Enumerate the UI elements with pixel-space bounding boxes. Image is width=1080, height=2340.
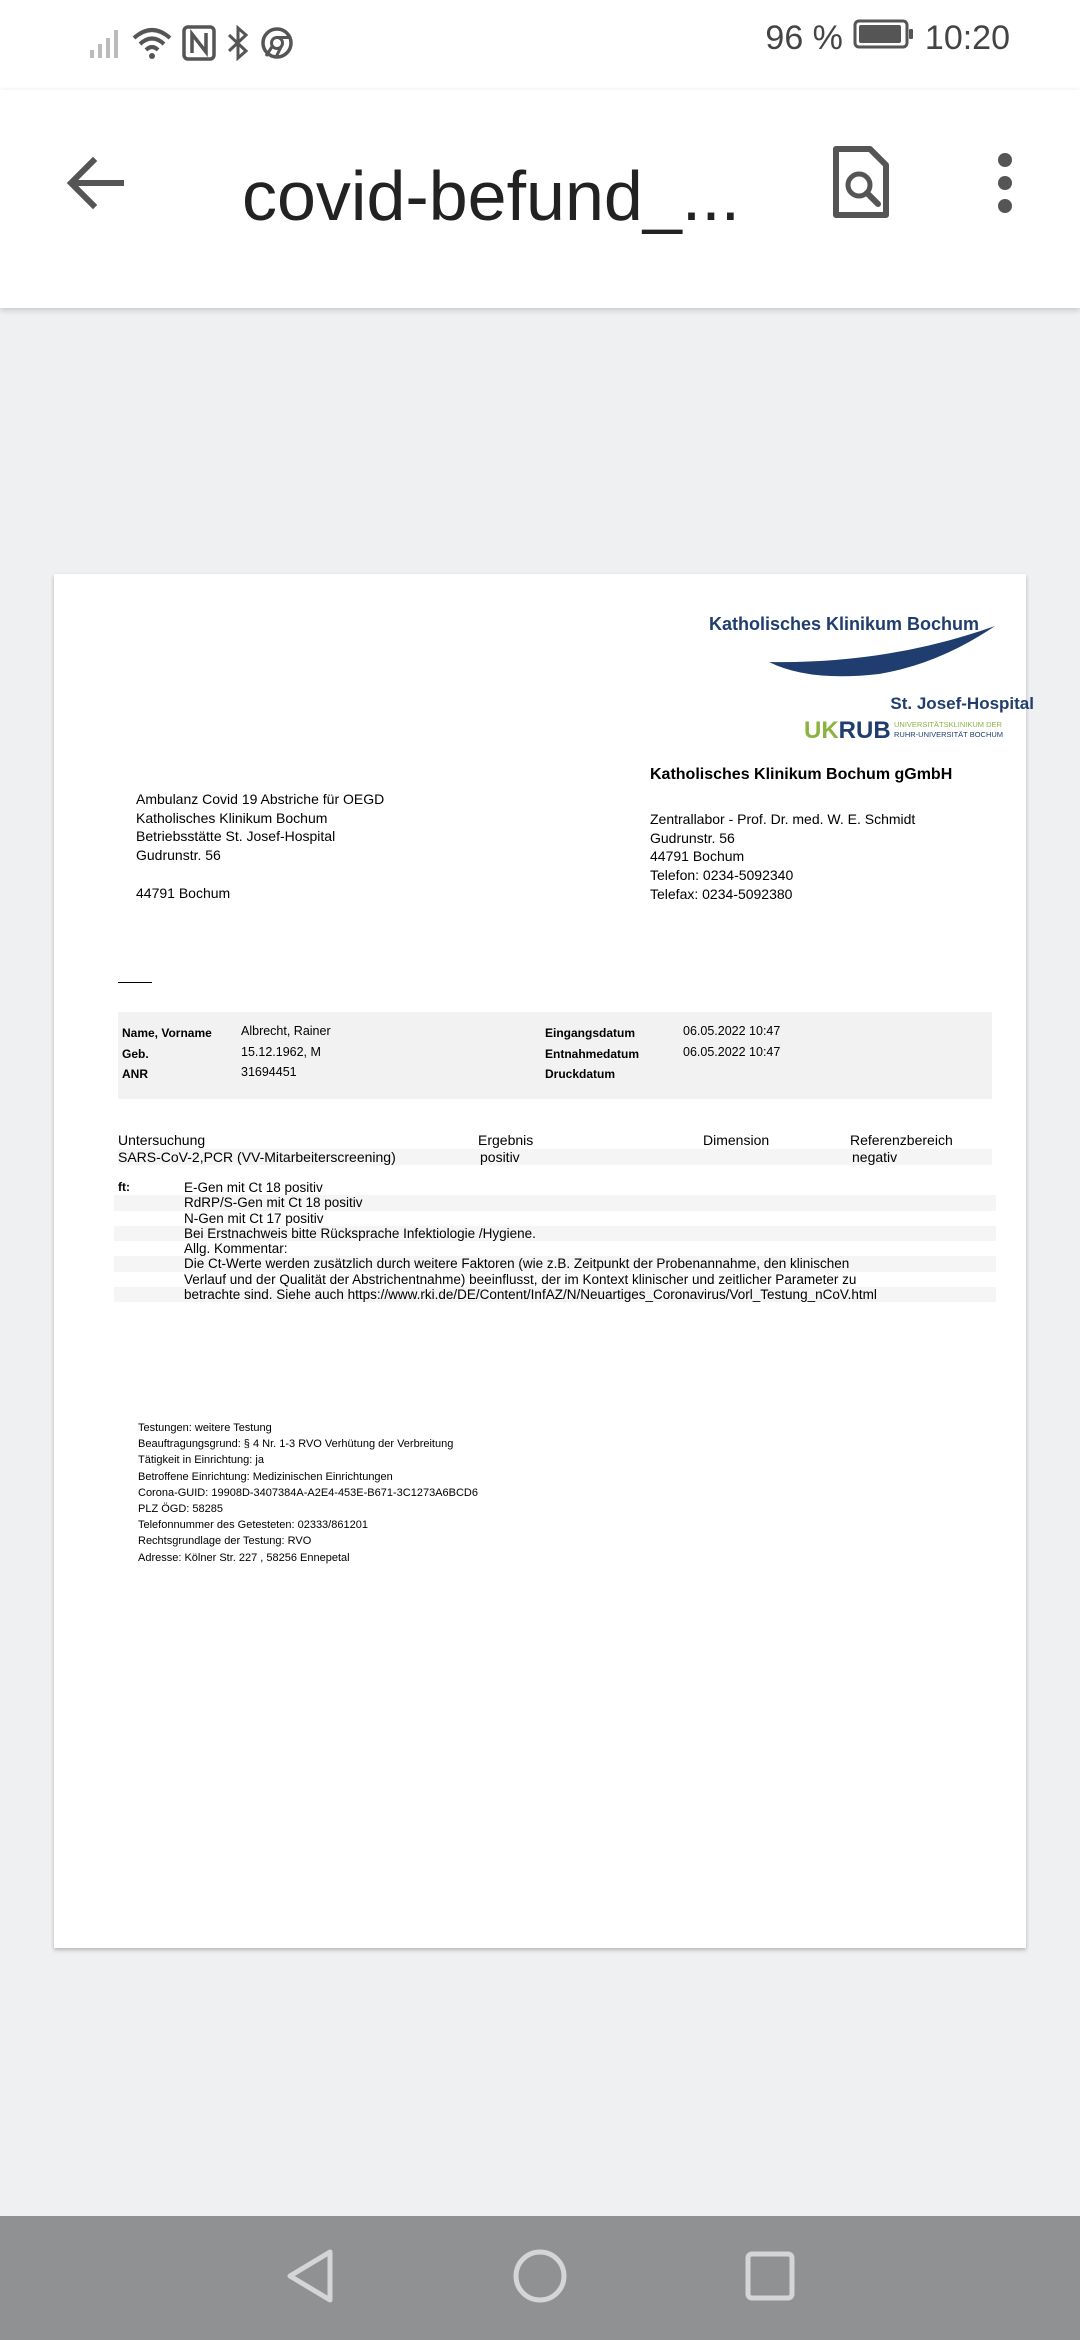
address-line: Zentrallabor - Prof. Dr. med. W. E. Schmidt: [650, 811, 916, 827]
comment-line: [114, 1195, 996, 1210]
header-result: Ergebnis: [478, 1132, 534, 1148]
header-reference: Referenzbereich: [850, 1132, 953, 1148]
signal-icon: [88, 26, 122, 65]
anr-label: ANR: [122, 1067, 148, 1081]
sender-address: [650, 810, 915, 904]
received-label: Eingangsdatum: [545, 1026, 636, 1040]
comment-text: betrachte sind. Siehe auch https://www.rki.de/DE/Content/InfAZ/N/Neuartiges_Coronavirus/Vorl_Testung_nCoV.html: [184, 1287, 877, 1303]
address-line: Telefon: 0234-5092340: [650, 867, 794, 884]
comment-text: Bei Erstnachweis bitte Rücksprache Infektiologie /Hygiene.: [184, 1225, 536, 1241]
recipient-address: [136, 790, 384, 902]
header-dimension: Dimension: [703, 1132, 770, 1148]
comment-text: Verlauf und der Qualität der Abstrichentnahme) beeinflusst, der im Kontext klinischer und zeitlicher Parameter zu: [184, 1271, 857, 1287]
comment-text: Allg. Kommentar:: [184, 1241, 288, 1257]
status-icons: [88, 22, 294, 68]
extra-line: Rechtsgrundlage der Testung: RVO: [138, 1535, 312, 1548]
comment-line: [114, 1272, 996, 1287]
logo-uk-text: UK: [804, 717, 839, 744]
comment-block: [114, 1180, 996, 1302]
received-date: 06.05.2022 10:47: [683, 1024, 781, 1038]
logo-hospital: St. Josef-Hospital: [890, 694, 1034, 713]
find-in-document-icon: [830, 206, 892, 223]
hospital-logo: [654, 614, 1034, 764]
address-line: 44791 Bochum: [650, 848, 745, 865]
clock: 10:20: [924, 19, 1010, 57]
logo-rub-text: RUB: [838, 717, 891, 744]
sampled-date: 06.05.2022 10:47: [683, 1045, 781, 1059]
comment-line: [114, 1226, 996, 1241]
comment-text: E-Gen mit Ct 18 positiv: [184, 1180, 323, 1195]
nav-home-button[interactable]: [505, 2246, 575, 2310]
extra-line: Tätigkeit in Einrichtung: ja: [138, 1454, 264, 1467]
patient-birth: 15.12.1962, M: [241, 1045, 321, 1059]
address-line: Ambulanz Covid 19 Abstriche für OEGD: [136, 791, 385, 807]
chrome-icon: [260, 26, 294, 65]
address-line: [136, 865, 384, 884]
comment-text: RdRP/S-Gen mit Ct 18 positiv: [184, 1195, 363, 1211]
comment-text: Die Ct-Werte werden zusätzlich durch weitere Faktoren (wie z.B. Zeitpunkt der Probenannahme, den klinischen: [184, 1256, 850, 1272]
extra-line: Telefonnummer des Getesteten: 02333/861201: [138, 1519, 368, 1532]
logo-sub-line1: UNIVERSITÄTSKLINIKUM DER: [894, 720, 1002, 729]
logo-subtitle: [894, 720, 1003, 740]
logo-ukrub: [804, 717, 891, 745]
logo-name: Katholisches Klinikum Bochum: [709, 614, 980, 634]
address-line: Katholisches Klinikum Bochum: [136, 809, 328, 826]
comment-line: [114, 1256, 996, 1271]
extra-line: Betroffene Einrichtung: Medizinischen Einrichtungen: [138, 1470, 393, 1483]
nfc-icon: [182, 25, 216, 66]
back-triangle-icon: [282, 2246, 338, 2311]
bluetooth-icon: [226, 25, 250, 66]
address-line: Telefax: 0234-5092380: [650, 885, 793, 902]
app-bar: [0, 90, 1080, 308]
comment-text: N-Gen mit Ct 17 positiv: [184, 1210, 324, 1226]
logo-sub-line2: RUHR-UNIVERSITÄT BOCHUM: [894, 730, 1004, 739]
extra-line: Beauftragungsgrund: § 4 Nr. 1-3 RVO Verhütung der Verbreitung: [138, 1438, 454, 1451]
recents-square-icon: [742, 2248, 798, 2309]
home-circle-icon: [510, 2246, 570, 2311]
comment-label: ft:: [118, 1180, 130, 1194]
more-options-button[interactable]: [985, 150, 1025, 220]
separator-dash: [118, 982, 152, 983]
patient-anr: 31694451: [241, 1065, 297, 1079]
comment-line: [114, 1180, 996, 1195]
extra-info: [138, 1420, 478, 1566]
back-button[interactable]: [60, 150, 130, 220]
logo-swoosh: [769, 624, 999, 684]
battery-percentage: 96 %: [765, 19, 843, 57]
comment-line: [114, 1241, 996, 1256]
name-label: Name, Vorname: [122, 1026, 212, 1040]
printed-label: Druckdatum: [545, 1067, 616, 1081]
result-row: [118, 1149, 992, 1165]
result-value: positiv: [480, 1149, 520, 1165]
system-nav-bar: [0, 2216, 1080, 2340]
comment-line: [114, 1287, 996, 1302]
nav-back-button[interactable]: [275, 2246, 345, 2310]
address-line: Betriebsstätte St. Josef-Hospital: [136, 828, 336, 845]
document-page: [54, 574, 1034, 1948]
battery-icon: [853, 18, 915, 59]
back-arrow-icon: [65, 153, 125, 218]
extra-line: Corona-GUID: 19908D-3407384A-A2E4-453E-B671-3C1273A6BCD6: [138, 1486, 478, 1499]
result-test: SARS-CoV-2,PCR (VV-Mitarbeiterscreening): [118, 1149, 396, 1165]
address-line: Gudrunstr. 56: [650, 829, 735, 846]
address-line: 44791 Bochum: [136, 884, 231, 901]
sender-name: Katholisches Klinikum Bochum gGmbH: [650, 766, 953, 783]
comment-line: [114, 1211, 996, 1226]
address-line: Gudrunstr. 56: [136, 847, 221, 864]
nav-recents-button[interactable]: [735, 2246, 805, 2310]
find-in-document-button[interactable]: [830, 145, 900, 225]
extra-line: Adresse: Kölner Str. 227 , 58256 Ennepetal: [138, 1551, 350, 1564]
patient-info: [118, 1012, 992, 1099]
extra-line: PLZ ÖGD: 58285: [138, 1503, 223, 1516]
extra-line: Testungen: weitere Testung: [138, 1422, 272, 1434]
status-bar: [0, 0, 1080, 90]
result-reference: negativ: [852, 1149, 898, 1165]
birth-label: Geb.: [122, 1047, 149, 1061]
document-title: covid-befund_...: [242, 157, 741, 235]
more-vert-icon: [985, 207, 1025, 224]
header-test: Untersuchung: [118, 1132, 206, 1148]
patient-name: Albrecht, Rainer: [241, 1024, 331, 1038]
wifi-icon: [132, 26, 172, 65]
sampled-label: Entnahmedatum: [545, 1047, 640, 1061]
